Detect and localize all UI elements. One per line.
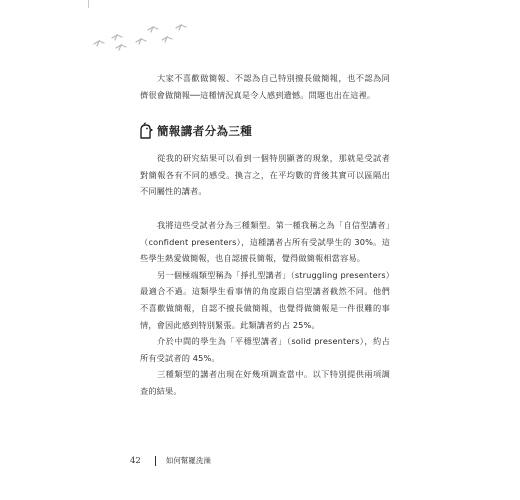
crop-mark-top-left: [88, 0, 89, 8]
paragraph-solid: 介於中間的學生為「平穩型講者」（solid presenters），約占所有受試者的 45%。: [140, 336, 390, 363]
footer-divider: [155, 456, 156, 466]
page-content: [140, 70, 390, 400]
paragraph-findings: 從我的研究結果可以看到一個特別顯著的現象，那就是受試者對簡報各有不同的感受。換言之，在平均數的背後其實可以區隔出不同屬性的講者。: [140, 153, 390, 197]
flying-birds-icon: [90, 18, 200, 54]
section-title: 簡報講者分為三種: [157, 124, 253, 139]
paragraph-confident: 我將這些受試者分為三種類型。第一種我稱之為「自信型講者」（confident presenters），這種講者占所有受試學生的 30%。這些學生熱愛做簡報，也自認擅長簡報，覺得做簡報相當容易。: [140, 219, 390, 264]
section-heading: [140, 120, 390, 142]
chick-icon: [138, 122, 154, 140]
intro-paragraph: 大家不喜歡做簡報、不認為自己特別擅長做簡報，也不認為同儕很會做簡報──這種情況真是令人感到遺憾。問題也出在這裡。: [140, 73, 390, 100]
paragraph-struggling: 另一個極端類型稱為「掙扎型講者」（struggling presenters）最適合不過。這類學生看事情的角度跟自信型講者截然不同。他們不喜歡做簡報，自認不擅長做簡報，也覺得做簡報是一件很難的事情，會因此感到特別緊張。此類講者約占 25%。: [140, 269, 390, 330]
paragraph-surveys: 三種類型的講者出現在好幾項調查當中。以下特別提供兩項調查的結果。: [140, 369, 390, 396]
book-title: 如何幫羅洗澡: [165, 456, 211, 465]
page-number: 42: [130, 455, 141, 466]
page-footer: [130, 455, 211, 466]
